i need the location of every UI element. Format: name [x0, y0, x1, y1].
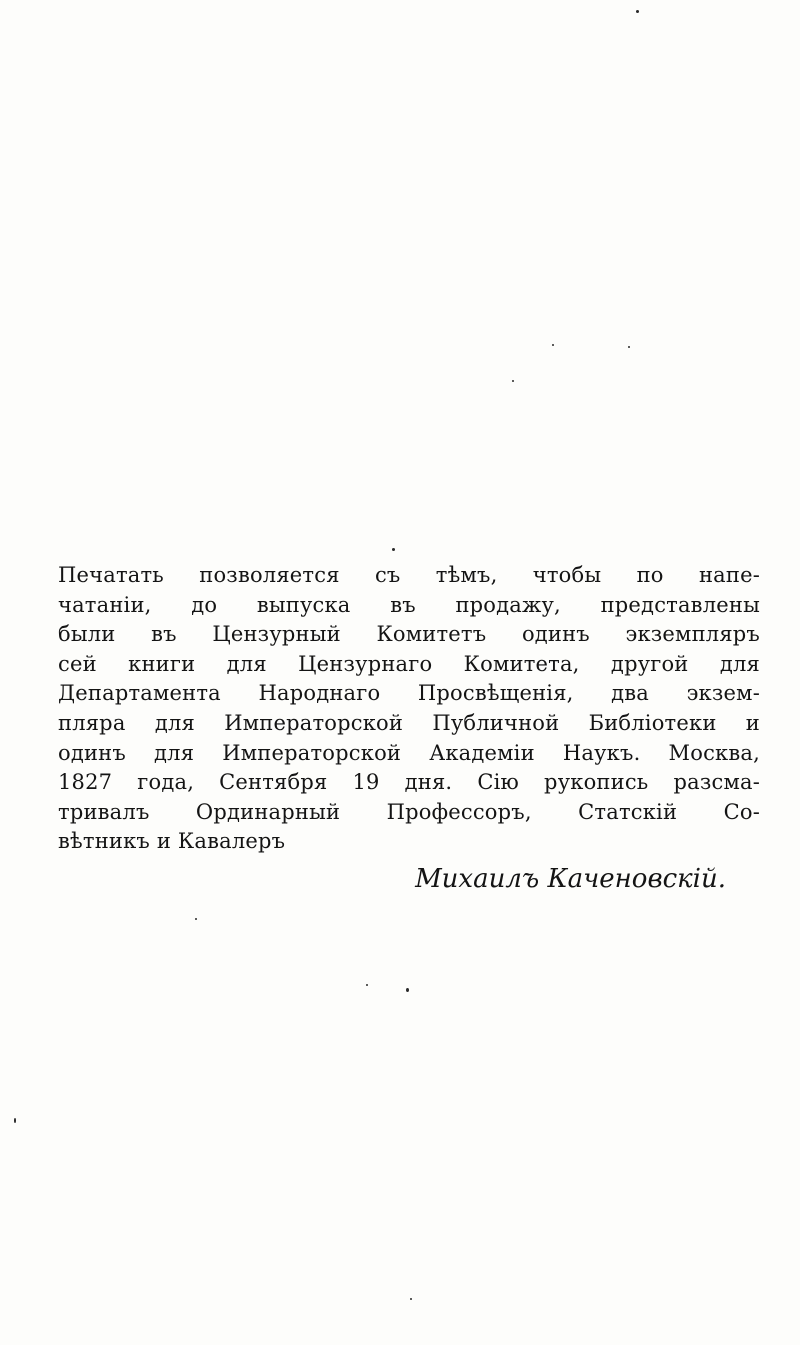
ink-speck [512, 380, 514, 382]
ink-speck [628, 346, 630, 348]
ink-speck [366, 984, 368, 986]
text-line: были въ Цензурный Комитетъ одинъ экземпляръ [58, 622, 760, 647]
text-line: Департамента Народнаго Просвѣщенія, два экзем- [58, 681, 760, 706]
censorship-approval-text [58, 561, 760, 857]
censor-signature: Михаилъ Каченовскій. [415, 864, 726, 894]
ink-speck [392, 548, 395, 551]
text-line: вѣтникъ и Кавалеръ [58, 829, 286, 854]
text-line: Печатать позволяется съ тѣмъ, чтобы по напе- [58, 563, 760, 587]
ink-speck [636, 10, 639, 13]
text-line: 1827 года, Сентября 19 дня. Сію рукопись разсма- [58, 770, 760, 795]
ink-speck [410, 1298, 412, 1300]
ink-speck [195, 918, 197, 920]
text-line: пляра для Императорской Публичной Библіотеки и [58, 710, 760, 735]
ink-speck [406, 988, 409, 992]
ink-speck [14, 1118, 16, 1123]
text-line: тривалъ Ординарный Профессоръ, Статскій Со- [58, 799, 760, 824]
text-line: чатаніи, до выпуска въ продажу, представлены [58, 592, 760, 617]
ink-speck [552, 344, 554, 346]
text-line: сей книги для Цензурнаго Комитета, другой для [58, 651, 760, 676]
text-line: одинъ для Императорской Академіи Наукъ. Москва, [58, 740, 760, 765]
